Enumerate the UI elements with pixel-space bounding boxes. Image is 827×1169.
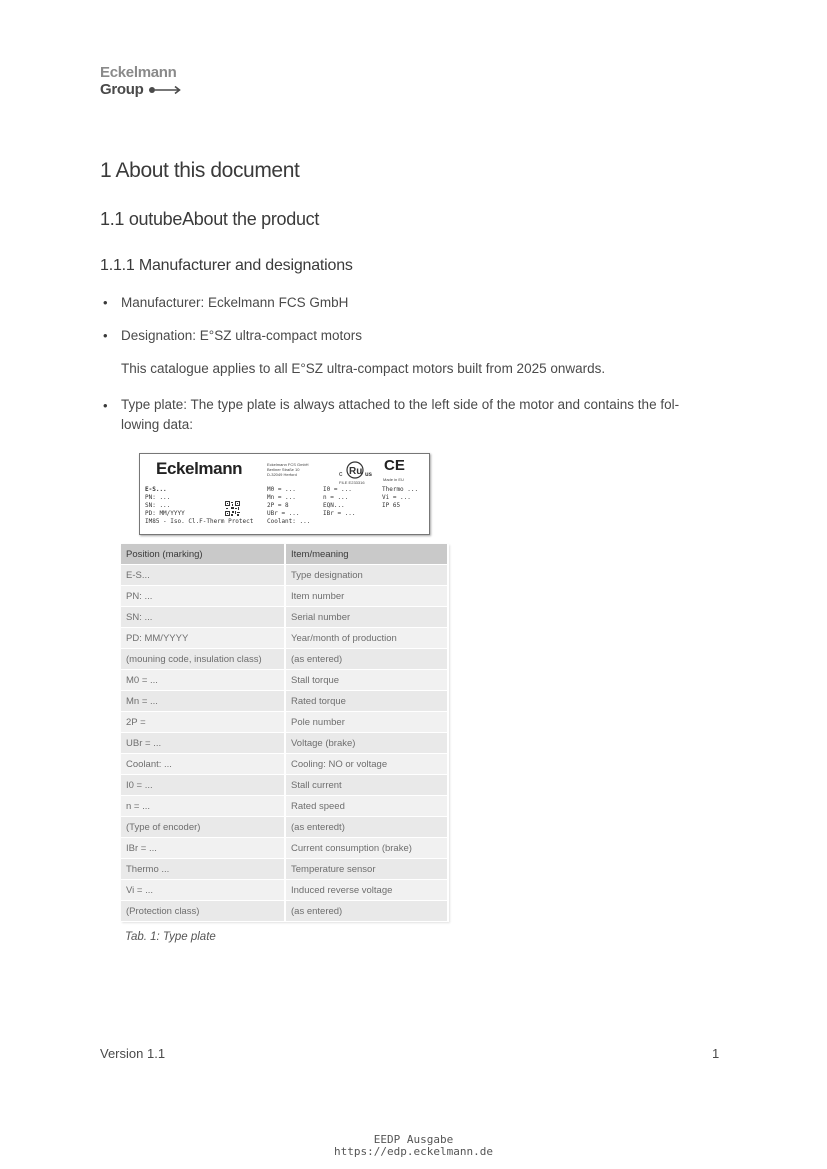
table-row (121, 859, 448, 880)
table-cell-position: 2P = (121, 712, 285, 733)
table-cell-meaning: Type designation (285, 565, 448, 586)
table-cell-position: (Protection class) (121, 901, 285, 922)
table-row (121, 817, 448, 838)
plate-field: UBr = ... (267, 510, 300, 517)
logo-arrow-icon (148, 85, 182, 95)
plate-field: n = ... (323, 494, 349, 501)
section-heading-1-1-1: 1.1.1 Manufacturer and designations (100, 257, 353, 274)
table-cell-meaning: Item number (285, 586, 448, 607)
table-cell-position: M0 = ... (121, 670, 285, 691)
section-heading-1-1: 1.1 outubeAbout the product (100, 209, 320, 229)
ce-mark: CE (384, 457, 405, 474)
logo-group-label: Group (100, 81, 144, 98)
address-line: Eckelmann FCS GmbH (267, 462, 309, 467)
table-cell-meaning: Serial number (285, 607, 448, 628)
plate-field: I0 = ... (323, 486, 352, 493)
table-cell-meaning: (as entered) (285, 649, 448, 670)
type-plate-image (139, 453, 430, 535)
table-row (121, 628, 448, 649)
page-number: 1 (712, 1046, 720, 1061)
table-cell-meaning: Stall torque (285, 670, 448, 691)
document-version: Version 1.1 (100, 1046, 166, 1061)
table-row (121, 691, 448, 712)
table-row (121, 607, 448, 628)
bullet-marker: • (103, 295, 108, 310)
plate-field: Thermo ... (382, 486, 419, 493)
table-cell-position: n = ... (121, 796, 285, 817)
table-cell-meaning: Rated speed (285, 796, 448, 817)
plate-field: PD: MM/YYYY (145, 510, 185, 517)
table-cell-position: I0 = ... (121, 775, 285, 796)
table-cell-position: Thermo ... (121, 859, 285, 880)
bullet-manufacturer: Manufacturer: Eckelmann FCS GmbH (121, 295, 349, 310)
table-body (121, 565, 448, 922)
table-cell-meaning: Cooling: NO or voltage (285, 754, 448, 775)
table-cell-meaning: (as enteredt) (285, 817, 448, 838)
plate-field: 2P = 8 (267, 502, 289, 509)
type-plate-address (267, 462, 327, 477)
table-header-cell: Position (marking) (121, 544, 285, 565)
table-row (121, 775, 448, 796)
table-row (121, 649, 448, 670)
table-header-cell: Item/meaning (285, 544, 448, 565)
table-cell-position: UBr = ... (121, 733, 285, 754)
plate-field: Vi = ... (382, 494, 411, 501)
svg-text:us: us (365, 472, 373, 478)
company-logo (100, 65, 200, 98)
table-cell-meaning: Current consumption (brake) (285, 838, 448, 859)
bullet-type-plate: Type plate: The type plate is always attached to the left side of the motor and contains the fol-lowing data: (121, 397, 680, 432)
table-cell-meaning: Stall current (285, 775, 448, 796)
logo-text-eckelmann: Eckelmann (100, 64, 177, 81)
table-row (121, 586, 448, 607)
table-cell-meaning: Voltage (brake) (285, 733, 448, 754)
plate-field: SN: ... (145, 502, 171, 509)
table-cell-meaning: Pole number (285, 712, 448, 733)
bullet-designation: Designation: E°SZ ultra-compact motors (121, 328, 362, 343)
plate-field: IM85 - Iso. Cl.F-Therm Protect (145, 518, 254, 525)
table-cell-position: (mouning code, insulation class) (121, 649, 285, 670)
table-row (121, 838, 448, 859)
table-cell-position: Vi = ... (121, 880, 285, 901)
table-row (121, 565, 448, 586)
table-row (121, 712, 448, 733)
table-row (121, 901, 448, 922)
print-footer (0, 1134, 827, 1158)
bullet-marker: • (103, 328, 108, 343)
address-line: D-32049 Herford (267, 472, 297, 477)
made-in-label: Made in EU (383, 477, 404, 482)
section-heading-1: 1 About this document (100, 159, 300, 182)
table-cell-position: PD: MM/YYYY (121, 628, 285, 649)
plate-field: M0 = ... (267, 486, 296, 493)
table-row (121, 733, 448, 754)
table-cell-meaning: Year/month of production (285, 628, 448, 649)
table-cell-position: E-S... (121, 565, 285, 586)
table-cell-meaning: Induced reverse voltage (285, 880, 448, 901)
qr-code-icon (225, 501, 240, 516)
plate-field: PN: ... (145, 494, 171, 501)
table-cell-position: SN: ... (121, 607, 285, 628)
plate-field: Coolant: ... (267, 518, 311, 525)
print-footer-title: EEDP Ausgabe (373, 1133, 454, 1146)
table-row (121, 670, 448, 691)
plate-type-code: E-S... (145, 486, 167, 493)
plate-field: EQN... (323, 502, 345, 509)
bullet-marker: • (103, 398, 108, 413)
table-cell-position: IBr = ... (121, 838, 285, 859)
ul-cert-icon (338, 459, 378, 481)
svg-text:c: c (339, 471, 343, 478)
cert-file-label: FILE E233316 (339, 480, 365, 485)
address-line: Berliner Straße 10 (267, 467, 300, 472)
logo-text-group (100, 81, 200, 98)
table-cell-position: PN: ... (121, 586, 285, 607)
table-caption: Tab. 1: Type plate (125, 931, 216, 943)
table-header-row (121, 544, 448, 565)
table-row (121, 880, 448, 901)
table-cell-meaning: Temperature sensor (285, 859, 448, 880)
plate-field: IBr = ... (323, 510, 356, 517)
svg-text:Ru: Ru (349, 466, 363, 477)
table-cell-position: Mn = ... (121, 691, 285, 712)
catalogue-note: This catalogue applies to all E°SZ ultra-compact motors built from 2025 onwards. (121, 361, 606, 376)
table-cell-meaning: (as entered) (285, 901, 448, 922)
plate-field: Mn = ... (267, 494, 296, 501)
table-cell-position: Coolant: ... (121, 754, 285, 775)
table-row (121, 754, 448, 775)
plate-field: IP 65 (382, 502, 401, 509)
table-cell-meaning: Rated torque (285, 691, 448, 712)
type-plate-table (121, 544, 449, 922)
type-plate-brand: Eckelmann (156, 459, 243, 478)
print-footer-url: https://edp.eckelmann.de (334, 1145, 493, 1158)
table-cell-position: (Type of encoder) (121, 817, 285, 838)
table-row (121, 796, 448, 817)
